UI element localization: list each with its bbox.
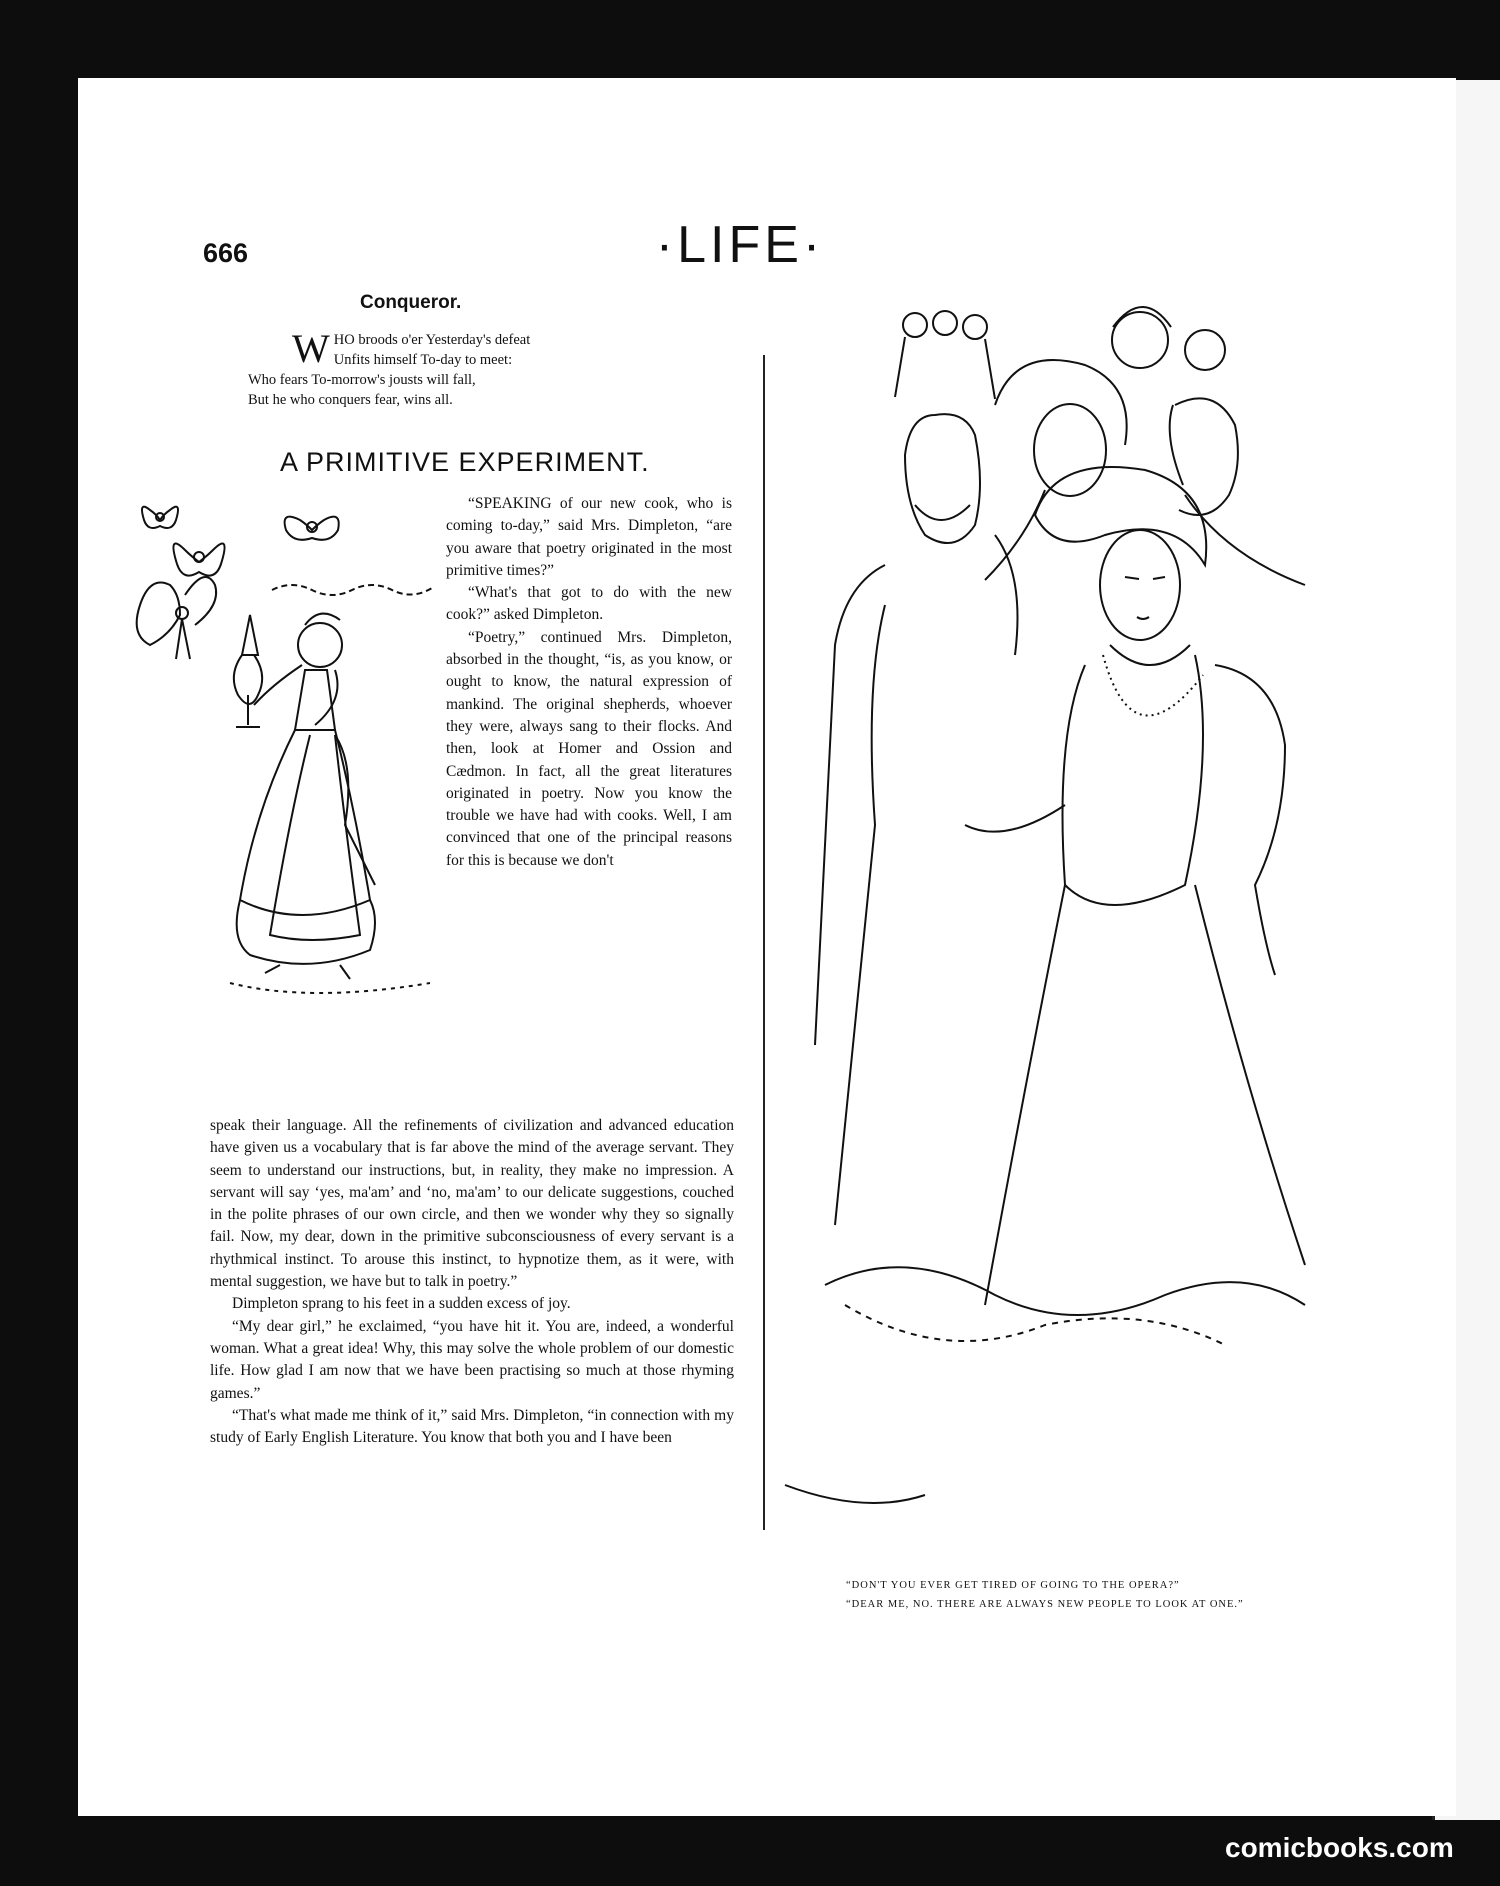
maid-with-lamp-illustration	[130, 495, 475, 1090]
opera-crowd-illustration	[765, 305, 1365, 1550]
article-title: A PRIMITIVE EXPERIMENT.	[280, 447, 650, 477]
article-paragraph: “My dear girl,” he exclaimed, “you have hit it. You are, indeed, a wonderful woman. What a great idea! Why, this may solve the whole problem of our domestic life. How glad I am now that we have been practising so much at those rhyming games.”	[210, 1317, 734, 1402]
poem-dropcap: W	[292, 326, 330, 371]
poem-title: Conqueror.	[360, 292, 462, 313]
butterfly-icon	[173, 544, 224, 576]
page-number: 666	[203, 238, 249, 268]
masthead-title: ·LIFE·	[655, 216, 825, 274]
poem-line: But he who conquers fear, wins all.	[248, 392, 453, 408]
article-paragraph: “What's that got to do with the new cook?” asked Dimpleton.	[446, 584, 732, 624]
butterfly-icon	[137, 577, 216, 659]
illustration-caption	[830, 1576, 1300, 1614]
watermark: comicbooks.com	[1225, 1832, 1454, 1863]
article-paragraph: Dimpleton sprang to his feet in a sudden excess of joy.	[232, 1295, 571, 1313]
article-paragraph: “SPEAKING of our new cook, who is coming to-day,” said Mrs. Dimpleton, “are you aware that poetry originated in the most primitive times?”	[446, 495, 732, 579]
article-paragraph: “Poetry,” continued Mrs. Dimpleton, absorbed in the thought, “is, as you know, or ought to know, the natural expression of mankind. The original shepherds, whoever they were, always sang to their flocks. And then, look at Homer and Ossion and Cædmon. In fact, all the great literatures originated in poetry. Now you know the trouble we have had with cooks. Well, I am convinced that one of the principal reasons for this is because we don't	[446, 628, 732, 869]
poem-line: HO broods o'er Yesterday's defeat	[333, 332, 531, 348]
poem	[248, 326, 642, 410]
poem-line: Who fears To-morrow's jousts will fall,	[248, 372, 476, 388]
caption-line: “DEAR ME, NO. THERE ARE ALWAYS NEW PEOPLE TO LOOK AT ONE.”	[846, 1599, 1244, 1610]
butterfly-icon	[142, 507, 178, 528]
poem-line: Unfits himself To-day to meet:	[333, 352, 513, 368]
article-text-narrow-1	[446, 493, 732, 872]
article-text-full	[210, 1115, 734, 1449]
article-paragraph: “That's what made me think of it,” said Mrs. Dimpleton, “in connection with my study of Early English Literature. You know that both you and I have been	[210, 1406, 734, 1447]
caption-line: “DON'T YOU EVER GET TIRED OF GOING TO THE OPERA?”	[846, 1580, 1180, 1591]
butterfly-icon	[285, 517, 339, 540]
article-paragraph: speak their language. All the refinements of civilization and advanced education have given us a vocabulary that is far above the mind of the average servant. They seem to understand our instructions, but, in reality, they make no impression. A servant will say ‘yes, ma'am’ and ‘no, ma'am’ to our delicate suggestions, couched in the polite phrases of our own circle, and then we wonder why they so signally fail. Now, my dear, down in the primitive subconsciousness of every servant is a rhythmical instinct. To arouse this instinct, to hypnotize them, as it were, with mental suggestion, we have but to talk in poetry.”	[210, 1117, 734, 1291]
